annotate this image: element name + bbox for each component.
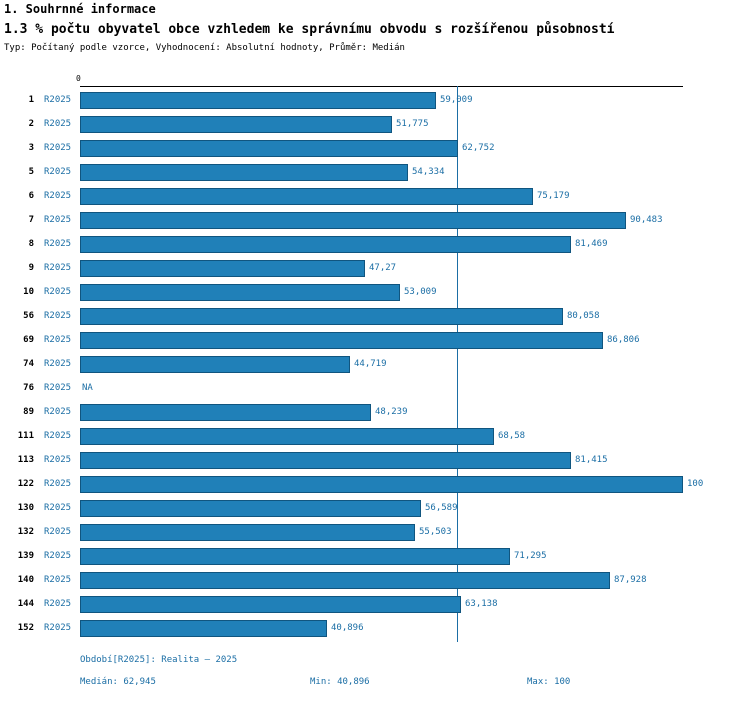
row-series-label: R2025 bbox=[44, 239, 72, 249]
chart-row bbox=[0, 424, 750, 450]
bar[interactable] bbox=[80, 476, 683, 493]
bar[interactable] bbox=[80, 116, 392, 133]
bar[interactable] bbox=[80, 356, 350, 373]
row-index-label: 132 bbox=[17, 527, 34, 537]
row-series-label: R2025 bbox=[44, 263, 72, 273]
chart-row bbox=[0, 616, 750, 642]
row-series-label: R2025 bbox=[44, 455, 72, 465]
row-index-label: 122 bbox=[17, 479, 34, 489]
bar-track bbox=[80, 280, 750, 306]
bar-value-label: 86,806 bbox=[607, 335, 640, 345]
chart-row bbox=[0, 88, 750, 114]
chart-row bbox=[0, 160, 750, 186]
row-index-label: 74 bbox=[23, 359, 34, 369]
bar-track bbox=[80, 472, 750, 498]
row-index-label: 139 bbox=[17, 551, 34, 561]
row-series-label: R2025 bbox=[44, 95, 72, 105]
axis-line-top bbox=[80, 86, 683, 87]
bar-track bbox=[80, 616, 750, 642]
bar-track bbox=[80, 136, 750, 162]
row-index-label: 152 bbox=[17, 623, 34, 633]
row-index-label: 130 bbox=[17, 503, 34, 513]
row-series-label: R2025 bbox=[44, 623, 72, 633]
footer-max: Max: 100 bbox=[527, 677, 571, 687]
chart-row bbox=[0, 112, 750, 138]
row-index-label: 144 bbox=[17, 599, 34, 609]
row-index-label: 1 bbox=[28, 95, 34, 105]
bar-value-label: 51,775 bbox=[396, 119, 429, 129]
bar-track bbox=[80, 520, 750, 546]
bar-value-label: 81,469 bbox=[575, 239, 608, 249]
bar-track bbox=[80, 304, 750, 330]
chart-subtitle: Typ: Počítaný podle vzorce, Vyhodnocení: Absolutní hodnoty, Průměr: Medián bbox=[4, 43, 405, 53]
row-index-label: 2 bbox=[28, 119, 34, 129]
row-index-label: 76 bbox=[23, 383, 34, 393]
footer-min: Min: 40,896 bbox=[310, 677, 370, 687]
bar[interactable] bbox=[80, 524, 415, 541]
bar-value-label: 68,58 bbox=[498, 431, 526, 441]
bar[interactable] bbox=[80, 572, 610, 589]
row-series-label: R2025 bbox=[44, 215, 72, 225]
bar[interactable] bbox=[80, 620, 327, 637]
bar-track bbox=[80, 232, 750, 258]
bar-value-label: 47,27 bbox=[369, 263, 397, 273]
bar-value-label: 100 bbox=[687, 479, 704, 489]
bar[interactable] bbox=[80, 596, 461, 613]
chart-row bbox=[0, 544, 750, 570]
axis-tick-zero: 0 bbox=[76, 74, 81, 83]
bar[interactable] bbox=[80, 92, 436, 109]
footer-period: Období[R2025]: Realita – 2025 bbox=[80, 655, 238, 665]
row-series-label: R2025 bbox=[44, 167, 72, 177]
row-index-label: 7 bbox=[28, 215, 34, 225]
row-series-label: R2025 bbox=[44, 119, 72, 129]
bar-value-label: 53,009 bbox=[404, 287, 437, 297]
page-title: 1. Souhrnné informace bbox=[4, 2, 156, 16]
bar-track bbox=[80, 112, 750, 138]
chart-row bbox=[0, 400, 750, 426]
row-series-label: R2025 bbox=[44, 191, 72, 201]
row-series-label: R2025 bbox=[44, 407, 72, 417]
bar-track bbox=[80, 400, 750, 426]
bar-value-label: 75,179 bbox=[537, 191, 570, 201]
chart-row bbox=[0, 280, 750, 306]
bar-track bbox=[80, 184, 750, 210]
row-index-label: 56 bbox=[23, 311, 34, 321]
bar-track bbox=[80, 160, 750, 186]
row-series-label: R2025 bbox=[44, 527, 72, 537]
chart-row bbox=[0, 376, 750, 402]
row-series-label: R2025 bbox=[44, 311, 72, 321]
row-series-label: R2025 bbox=[44, 287, 72, 297]
chart-row bbox=[0, 136, 750, 162]
plot-area bbox=[0, 86, 750, 646]
bar-track bbox=[80, 424, 750, 450]
row-index-label: 10 bbox=[23, 287, 34, 297]
bar-track bbox=[80, 496, 750, 522]
chart-row bbox=[0, 520, 750, 546]
bar-value-label: 59,009 bbox=[440, 95, 473, 105]
footer-median: Medián: 62,945 bbox=[80, 677, 156, 687]
bar-value-label: 40,896 bbox=[331, 623, 364, 633]
bar-track bbox=[80, 256, 750, 282]
bar[interactable] bbox=[80, 332, 603, 349]
bar-track bbox=[80, 328, 750, 354]
chart-title: 1.3 % počtu obyvatel obce vzhledem ke správnímu obvodu s rozšířenou působností bbox=[4, 22, 615, 37]
bar[interactable] bbox=[80, 404, 371, 421]
chart-row bbox=[0, 184, 750, 210]
row-series-label: R2025 bbox=[44, 479, 72, 489]
bar[interactable] bbox=[80, 260, 365, 277]
row-index-label: 111 bbox=[17, 431, 34, 441]
bar-value-label: 87,928 bbox=[614, 575, 647, 585]
row-index-label: 89 bbox=[23, 407, 34, 417]
bar[interactable] bbox=[80, 164, 408, 181]
bar[interactable] bbox=[80, 428, 494, 445]
row-series-label: R2025 bbox=[44, 503, 72, 513]
bar-value-label-na: NA bbox=[82, 383, 93, 393]
row-index-label: 9 bbox=[28, 263, 34, 273]
bar[interactable] bbox=[80, 236, 571, 253]
bar-value-label: 54,334 bbox=[412, 167, 445, 177]
row-series-label: R2025 bbox=[44, 359, 72, 369]
row-series-label: R2025 bbox=[44, 143, 72, 153]
bar-value-label: 48,239 bbox=[375, 407, 408, 417]
bar-value-label: 55,503 bbox=[419, 527, 452, 537]
bar-track bbox=[80, 448, 750, 474]
bar-value-label: 56,589 bbox=[425, 503, 458, 513]
row-series-label: R2025 bbox=[44, 551, 72, 561]
bar-value-label: 62,752 bbox=[462, 143, 495, 153]
bar-track bbox=[80, 592, 750, 618]
row-index-label: 3 bbox=[28, 143, 34, 153]
chart-row bbox=[0, 496, 750, 522]
bar[interactable] bbox=[80, 188, 533, 205]
bar[interactable] bbox=[80, 452, 571, 469]
row-series-label: R2025 bbox=[44, 383, 72, 393]
row-index-label: 5 bbox=[28, 167, 34, 177]
bar[interactable] bbox=[80, 284, 400, 301]
chart-row bbox=[0, 304, 750, 330]
row-series-label: R2025 bbox=[44, 599, 72, 609]
row-series-label: R2025 bbox=[44, 335, 72, 345]
bar-track bbox=[80, 208, 750, 234]
bar-value-label: 90,483 bbox=[630, 215, 663, 225]
bar-track bbox=[80, 568, 750, 594]
bar-value-label: 63,138 bbox=[465, 599, 498, 609]
chart-row bbox=[0, 352, 750, 378]
row-series-label: R2025 bbox=[44, 575, 72, 585]
bar-track bbox=[80, 544, 750, 570]
bar[interactable] bbox=[80, 140, 458, 157]
row-index-label: 113 bbox=[17, 455, 34, 465]
row-index-label: 6 bbox=[28, 191, 34, 201]
bar-track bbox=[80, 88, 750, 114]
bar[interactable] bbox=[80, 500, 421, 517]
bar[interactable] bbox=[80, 548, 510, 565]
row-series-label: R2025 bbox=[44, 431, 72, 441]
bar-track bbox=[80, 352, 750, 378]
row-index-label: 8 bbox=[28, 239, 34, 249]
bar-value-label: 44,719 bbox=[354, 359, 387, 369]
bar-value-label: 81,415 bbox=[575, 455, 608, 465]
bar[interactable] bbox=[80, 308, 563, 325]
bar[interactable] bbox=[80, 212, 626, 229]
bar-value-label: 71,295 bbox=[514, 551, 547, 561]
chart-row bbox=[0, 568, 750, 594]
chart-row bbox=[0, 232, 750, 258]
chart-row bbox=[0, 592, 750, 618]
chart-row bbox=[0, 472, 750, 498]
chart-row bbox=[0, 208, 750, 234]
bar-track bbox=[80, 376, 750, 402]
bar-value-label: 80,058 bbox=[567, 311, 600, 321]
chart-row bbox=[0, 256, 750, 282]
chart-row bbox=[0, 448, 750, 474]
chart-row bbox=[0, 328, 750, 354]
row-index-label: 140 bbox=[17, 575, 34, 585]
row-index-label: 69 bbox=[23, 335, 34, 345]
